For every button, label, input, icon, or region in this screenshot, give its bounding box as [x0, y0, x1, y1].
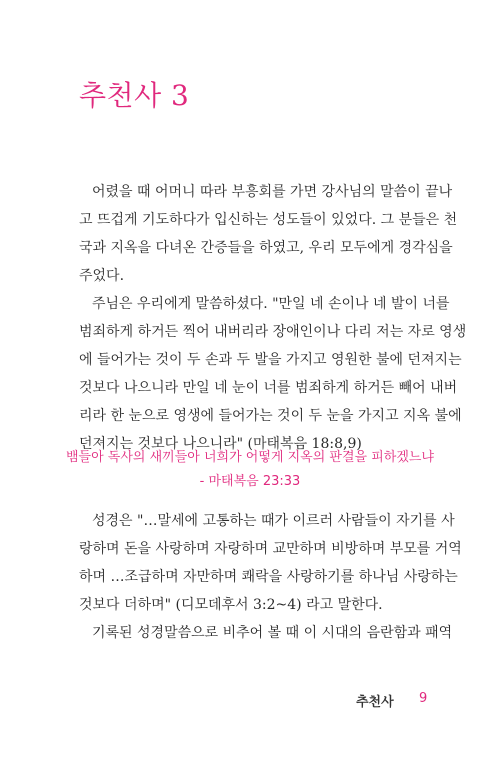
scripture-quote: 뱀들아 독사의 새끼들아 너희가 어떻게 지옥의 판결을 피하겠느냐 — [66, 450, 434, 465]
text-line: 에 들어가는 것이 두 손과 두 발을 가지고 영원한 불에 던져지는 — [79, 352, 462, 368]
page-number: 9 — [419, 691, 428, 706]
paragraph-1 — [79, 178, 458, 290]
text-line: 범죄하게 하거든 찍어 내버리라 장애인이나 다리 저는 자로 영생 — [79, 324, 467, 340]
text-line: 어렸을 때 어머니 따라 부흥회를 가면 강사님의 말씀이 끝나 — [92, 184, 453, 200]
text-line: 랑하며 돈을 사랑하며 자랑하며 교만하며 비방하며 부모를 거역 — [79, 541, 462, 557]
text-line: 하며 …조급하며 자만하며 쾌락을 사랑하기를 하나님 사랑하는 — [79, 569, 458, 585]
text-line: 던져지는 것보다 나으니라" (마태복음 18:8,9) — [79, 436, 362, 452]
text-line: 리라 한 눈으로 영생에 들어가는 것이 두 눈을 가지고 지옥 불에 — [79, 408, 462, 424]
text-line: 것보다 더하며" (디모데후서 3:2~4) 라고 말한다. — [79, 597, 383, 613]
text-line: 기록된 성경말씀으로 비추어 볼 때 이 시대의 음란함과 패역 — [92, 625, 453, 641]
paragraph-3 — [79, 507, 462, 619]
chapter-title: 추천사 3 — [79, 79, 190, 112]
paragraph-4 — [79, 619, 453, 647]
text-line: 성경은 "…말세에 고통하는 때가 이르러 사람들이 자기를 사 — [92, 513, 455, 529]
scripture-reference: - 마태복음 23:33 — [199, 474, 301, 489]
text-line: 것보다 나으니라 만일 네 눈이 너를 범죄하게 하거든 빼어 내버 — [79, 380, 458, 396]
text-line: 주었다. — [79, 268, 125, 284]
footer-section-label: 추천사 — [356, 695, 394, 710]
text-line: 국과 지옥을 다녀온 간증들을 하였고, 우리 모두에게 경각심을 — [79, 240, 453, 256]
text-line: 주님은 우리에게 말씀하셨다. "만일 네 손이나 네 발이 너를 — [92, 296, 450, 312]
text-line: 고 뜨겁게 기도하다가 입신하는 성도들이 있었다. 그 분들은 천 — [79, 212, 458, 228]
